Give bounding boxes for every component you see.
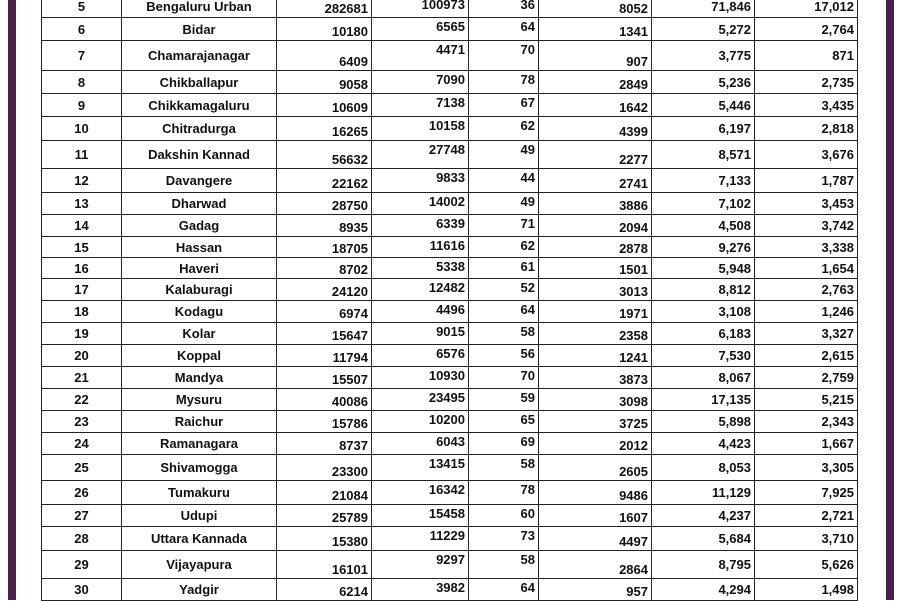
percentage: 69 xyxy=(469,433,539,455)
value-c: 1971 xyxy=(539,301,652,323)
district-name: Davangere xyxy=(122,169,277,193)
value-c: 2741 xyxy=(539,169,652,193)
serial-number: 16 xyxy=(42,258,122,279)
value-d: 5,898 xyxy=(652,411,755,433)
value-c: 1501 xyxy=(539,258,652,279)
district-name: Vijayapura xyxy=(122,551,277,579)
table-row xyxy=(42,367,858,389)
table-row xyxy=(42,141,858,169)
district-name: Uttara Kannada xyxy=(122,527,277,551)
value-b: 7090 xyxy=(372,71,469,94)
value-b: 11616 xyxy=(372,237,469,258)
value-d: 4,294 xyxy=(652,579,755,601)
district-name: Shivamogga xyxy=(122,455,277,481)
district-name: Bidar xyxy=(122,18,277,41)
table-row xyxy=(42,117,858,141)
percentage: 71 xyxy=(469,215,539,237)
value-d: 4,237 xyxy=(652,505,755,527)
serial-number: 8 xyxy=(42,71,122,94)
serial-number: 5 xyxy=(42,0,122,18)
value-b: 5338 xyxy=(372,258,469,279)
value-a: 40086 xyxy=(277,389,372,411)
value-a: 15647 xyxy=(277,323,372,345)
district-name: Ramanagara xyxy=(122,433,277,455)
value-c: 4497 xyxy=(539,527,652,551)
value-a: 28750 xyxy=(277,193,372,215)
value-b: 9015 xyxy=(372,323,469,345)
value-c: 2878 xyxy=(539,237,652,258)
value-e: 5,215 xyxy=(755,389,858,411)
value-d: 5,684 xyxy=(652,527,755,551)
table-row xyxy=(42,527,858,551)
percentage: 62 xyxy=(469,237,539,258)
value-d: 4,423 xyxy=(652,433,755,455)
value-a: 8935 xyxy=(277,215,372,237)
value-b: 6576 xyxy=(372,345,469,367)
value-e: 1,654 xyxy=(755,258,858,279)
district-name: Raichur xyxy=(122,411,277,433)
value-b: 4471 xyxy=(372,41,469,71)
value-c: 2849 xyxy=(539,71,652,94)
percentage: 70 xyxy=(469,367,539,389)
district-name: Chikballapur xyxy=(122,71,277,94)
table-row xyxy=(42,455,858,481)
serial-number: 29 xyxy=(42,551,122,579)
table-row xyxy=(42,551,858,579)
serial-number: 15 xyxy=(42,237,122,258)
district-name: Mysuru xyxy=(122,389,277,411)
value-e: 3,305 xyxy=(755,455,858,481)
value-b: 12482 xyxy=(372,279,469,301)
district-name: Yadgir xyxy=(122,579,277,601)
value-c: 1341 xyxy=(539,18,652,41)
value-d: 5,446 xyxy=(652,94,755,117)
value-e: 3,742 xyxy=(755,215,858,237)
value-b: 10930 xyxy=(372,367,469,389)
value-e: 5,626 xyxy=(755,551,858,579)
value-c: 1642 xyxy=(539,94,652,117)
table-row xyxy=(42,279,858,301)
value-a: 11794 xyxy=(277,345,372,367)
percentage: 64 xyxy=(469,579,539,601)
percentage: 61 xyxy=(469,258,539,279)
table-row xyxy=(42,389,858,411)
value-a: 10609 xyxy=(277,94,372,117)
value-e: 2,763 xyxy=(755,279,858,301)
table-row xyxy=(42,193,858,215)
value-d: 8,795 xyxy=(652,551,755,579)
table-row xyxy=(42,323,858,345)
value-a: 16265 xyxy=(277,117,372,141)
value-d: 6,183 xyxy=(652,323,755,345)
value-e: 3,710 xyxy=(755,527,858,551)
value-e: 2,343 xyxy=(755,411,858,433)
value-d: 11,129 xyxy=(652,481,755,505)
serial-number: 21 xyxy=(42,367,122,389)
value-a: 6214 xyxy=(277,579,372,601)
district-name: Dharwad xyxy=(122,193,277,215)
percentage: 58 xyxy=(469,323,539,345)
serial-number: 6 xyxy=(42,18,122,41)
value-a: 15380 xyxy=(277,527,372,551)
value-d: 4,508 xyxy=(652,215,755,237)
value-a: 25789 xyxy=(277,505,372,527)
percentage: 58 xyxy=(469,551,539,579)
district-name: Chamarajanagar xyxy=(122,41,277,71)
value-e: 2,759 xyxy=(755,367,858,389)
serial-number: 13 xyxy=(42,193,122,215)
value-c: 3873 xyxy=(539,367,652,389)
value-c: 2864 xyxy=(539,551,652,579)
percentage: 49 xyxy=(469,193,539,215)
value-a: 56632 xyxy=(277,141,372,169)
district-name: Koppal xyxy=(122,345,277,367)
table-row xyxy=(42,215,858,237)
percentage: 52 xyxy=(469,279,539,301)
value-e: 17,012 xyxy=(755,0,858,18)
value-d: 5,272 xyxy=(652,18,755,41)
table-row xyxy=(42,169,858,193)
table-row xyxy=(42,258,858,279)
table-row xyxy=(42,433,858,455)
table-row xyxy=(42,345,858,367)
value-c: 9486 xyxy=(539,481,652,505)
serial-number: 25 xyxy=(42,455,122,481)
value-d: 5,236 xyxy=(652,71,755,94)
district-name: Chitradurga xyxy=(122,117,277,141)
serial-number: 30 xyxy=(42,579,122,601)
value-b: 11229 xyxy=(372,527,469,551)
value-d: 3,775 xyxy=(652,41,755,71)
percentage: 60 xyxy=(469,505,539,527)
value-b: 6565 xyxy=(372,18,469,41)
table-row xyxy=(42,411,858,433)
district-name: Mandya xyxy=(122,367,277,389)
percentage: 78 xyxy=(469,481,539,505)
value-c: 1607 xyxy=(539,505,652,527)
value-d: 7,530 xyxy=(652,345,755,367)
value-b: 7138 xyxy=(372,94,469,117)
serial-number: 11 xyxy=(42,141,122,169)
table-row xyxy=(42,237,858,258)
value-d: 71,846 xyxy=(652,0,755,18)
district-name: Kalaburagi xyxy=(122,279,277,301)
value-b: 100973 xyxy=(372,0,469,18)
value-a: 24120 xyxy=(277,279,372,301)
value-d: 17,135 xyxy=(652,389,755,411)
value-d: 7,133 xyxy=(652,169,755,193)
value-a: 10180 xyxy=(277,18,372,41)
percentage: 64 xyxy=(469,18,539,41)
value-c: 3886 xyxy=(539,193,652,215)
value-a: 9058 xyxy=(277,71,372,94)
value-d: 7,102 xyxy=(652,193,755,215)
district-name: Dakshin Kannad xyxy=(122,141,277,169)
value-b: 3982 xyxy=(372,579,469,601)
value-c: 2094 xyxy=(539,215,652,237)
serial-number: 9 xyxy=(42,94,122,117)
value-d: 9,276 xyxy=(652,237,755,258)
page-border-left xyxy=(8,0,16,600)
value-d: 5,948 xyxy=(652,258,755,279)
district-name: Hassan xyxy=(122,237,277,258)
district-name: Tumakuru xyxy=(122,481,277,505)
value-c: 8052 xyxy=(539,0,652,18)
percentage: 56 xyxy=(469,345,539,367)
value-a: 8702 xyxy=(277,258,372,279)
value-a: 22162 xyxy=(277,169,372,193)
value-e: 2,764 xyxy=(755,18,858,41)
serial-number: 28 xyxy=(42,527,122,551)
percentage: 73 xyxy=(469,527,539,551)
serial-number: 17 xyxy=(42,279,122,301)
value-a: 23300 xyxy=(277,455,372,481)
value-a: 16101 xyxy=(277,551,372,579)
serial-number: 23 xyxy=(42,411,122,433)
value-c: 2012 xyxy=(539,433,652,455)
value-b: 9297 xyxy=(372,551,469,579)
value-c: 2277 xyxy=(539,141,652,169)
value-e: 2,721 xyxy=(755,505,858,527)
percentage: 65 xyxy=(469,411,539,433)
value-d: 8,812 xyxy=(652,279,755,301)
percentage: 58 xyxy=(469,455,539,481)
value-e: 2,615 xyxy=(755,345,858,367)
value-b: 15458 xyxy=(372,505,469,527)
value-e: 3,327 xyxy=(755,323,858,345)
table-row xyxy=(42,481,858,505)
value-b: 16342 xyxy=(372,481,469,505)
serial-number: 10 xyxy=(42,117,122,141)
district-name: Kolar xyxy=(122,323,277,345)
value-a: 6409 xyxy=(277,41,372,71)
percentage: 70 xyxy=(469,41,539,71)
percentage: 59 xyxy=(469,389,539,411)
value-c: 907 xyxy=(539,41,652,71)
percentage: 36 xyxy=(469,0,539,18)
table-row xyxy=(42,0,858,18)
serial-number: 24 xyxy=(42,433,122,455)
table-row xyxy=(42,505,858,527)
serial-number: 14 xyxy=(42,215,122,237)
percentage: 64 xyxy=(469,301,539,323)
district-name: Haveri xyxy=(122,258,277,279)
value-a: 282681 xyxy=(277,0,372,18)
value-e: 3,453 xyxy=(755,193,858,215)
value-c: 1241 xyxy=(539,345,652,367)
serial-number: 7 xyxy=(42,41,122,71)
value-e: 1,498 xyxy=(755,579,858,601)
value-a: 6974 xyxy=(277,301,372,323)
table-row xyxy=(42,41,858,71)
value-c: 3013 xyxy=(539,279,652,301)
value-a: 21084 xyxy=(277,481,372,505)
value-a: 8737 xyxy=(277,433,372,455)
percentage: 62 xyxy=(469,117,539,141)
table-row xyxy=(42,71,858,94)
value-e: 3,676 xyxy=(755,141,858,169)
value-b: 14002 xyxy=(372,193,469,215)
value-a: 18705 xyxy=(277,237,372,258)
value-e: 1,667 xyxy=(755,433,858,455)
value-b: 10200 xyxy=(372,411,469,433)
value-e: 2,735 xyxy=(755,71,858,94)
value-b: 27748 xyxy=(372,141,469,169)
percentage: 78 xyxy=(469,71,539,94)
value-c: 4399 xyxy=(539,117,652,141)
district-name: Bengaluru Urban xyxy=(122,0,277,18)
value-b: 6339 xyxy=(372,215,469,237)
serial-number: 27 xyxy=(42,505,122,527)
value-c: 2358 xyxy=(539,323,652,345)
serial-number: 22 xyxy=(42,389,122,411)
value-b: 9833 xyxy=(372,169,469,193)
percentage: 49 xyxy=(469,141,539,169)
value-d: 8,067 xyxy=(652,367,755,389)
table-row xyxy=(42,301,858,323)
page-border-right xyxy=(886,0,894,600)
value-c: 2605 xyxy=(539,455,652,481)
value-b: 13415 xyxy=(372,455,469,481)
value-a: 15507 xyxy=(277,367,372,389)
value-d: 8,053 xyxy=(652,455,755,481)
table-row xyxy=(42,18,858,41)
value-c: 3725 xyxy=(539,411,652,433)
serial-number: 19 xyxy=(42,323,122,345)
serial-number: 20 xyxy=(42,345,122,367)
serial-number: 12 xyxy=(42,169,122,193)
value-e: 3,435 xyxy=(755,94,858,117)
serial-number: 18 xyxy=(42,301,122,323)
value-c: 3098 xyxy=(539,389,652,411)
value-e: 3,338 xyxy=(755,237,858,258)
table-body xyxy=(42,0,858,601)
district-name: Udupi xyxy=(122,505,277,527)
table-row xyxy=(42,579,858,601)
percentage: 44 xyxy=(469,169,539,193)
value-e: 1,787 xyxy=(755,169,858,193)
value-b: 10158 xyxy=(372,117,469,141)
table-row xyxy=(42,94,858,117)
value-d: 6,197 xyxy=(652,117,755,141)
value-e: 2,818 xyxy=(755,117,858,141)
value-e: 1,246 xyxy=(755,301,858,323)
district-name: Chikkamagaluru xyxy=(122,94,277,117)
value-e: 871 xyxy=(755,41,858,71)
serial-number: 26 xyxy=(42,481,122,505)
value-d: 3,108 xyxy=(652,301,755,323)
district-table-container xyxy=(41,0,857,601)
value-a: 15786 xyxy=(277,411,372,433)
district-table xyxy=(41,0,858,601)
district-name: Kodagu xyxy=(122,301,277,323)
value-b: 6043 xyxy=(372,433,469,455)
value-c: 957 xyxy=(539,579,652,601)
value-b: 4496 xyxy=(372,301,469,323)
value-e: 7,925 xyxy=(755,481,858,505)
district-name: Gadag xyxy=(122,215,277,237)
percentage: 67 xyxy=(469,94,539,117)
value-b: 23495 xyxy=(372,389,469,411)
value-d: 8,571 xyxy=(652,141,755,169)
